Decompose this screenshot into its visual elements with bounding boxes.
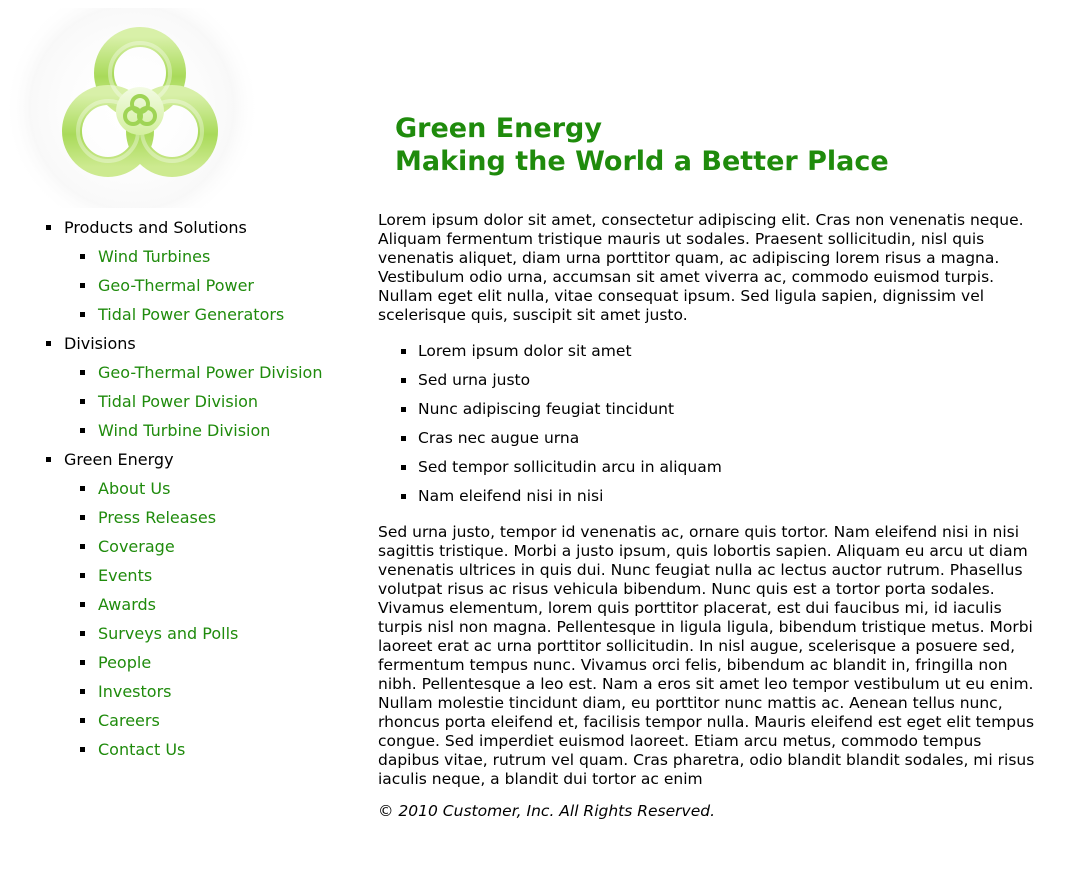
nav-section-label: Products and Solutions [64, 218, 247, 237]
list-item: Lorem ipsum dolor sit amet [378, 337, 1038, 366]
nav-link-contact-us[interactable]: Contact Us [98, 740, 186, 759]
nav-link-coverage[interactable]: Coverage [98, 537, 175, 556]
logo [0, 8, 270, 208]
list-item: Sed urna justo [378, 366, 1038, 395]
nav-link-wind-turbine-division[interactable]: Wind Turbine Division [98, 421, 271, 440]
nav-link-about-us[interactable]: About Us [98, 479, 171, 498]
list-item: Cras nec augue urna [378, 424, 1038, 453]
nav-section-label: Divisions [64, 334, 136, 353]
list-item: Sed tempor sollicitudin arcu in aliquam [378, 453, 1038, 482]
nav-link-events[interactable]: Events [98, 566, 153, 585]
nav-link-wind-turbines[interactable]: Wind Turbines [98, 247, 211, 266]
nav-section-green-energy [0, 445, 360, 764]
recycling-trefoil-logo-icon [0, 8, 270, 208]
nav-section-products [0, 213, 360, 329]
nav-link-people[interactable]: People [98, 653, 152, 672]
main-content [378, 211, 1038, 821]
nav-list [0, 213, 360, 764]
nav-link-tidal-power-generators[interactable]: Tidal Power Generators [98, 305, 285, 324]
bullet-list [378, 337, 1038, 511]
copyright-footer: © 2010 Customer, Inc. All Rights Reserved. [378, 802, 716, 820]
intro-paragraph: Lorem ipsum dolor sit amet, consectetur adipiscing elit. Cras non venenatis neque. Aliquam fermentum tristique mauris ut sodales. Praesent sollicitudin, nisl quis venenatis aliquet, diam urna porttitor quam, ac adipiscing lorem risus a magna. Vestibulum odio urna, accumsan sit amet viverra ac, commodo euismod turpis. Nullam eget elit nulla, vitae consequat ipsum. Sed ligula sapien, dignissim vel scelerisque quis, suscipit sit amet justo. [378, 211, 1024, 324]
nav-link-careers[interactable]: Careers [98, 711, 160, 730]
list-item: Nam eleifend nisi in nisi [378, 482, 1038, 511]
nav-link-geo-thermal-power[interactable]: Geo-Thermal Power [98, 276, 254, 295]
nav-link-tidal-power-division[interactable]: Tidal Power Division [98, 392, 259, 411]
body-paragraph: Sed urna justo, tempor id venenatis ac, ornare quis tortor. Nam eleifend nisi in nisi sagittis tristique. Morbi a justo ipsum, quis lobortis sapien. Aliquam eu arcu ut diam venenatis ultrices in quis dui. Nunc feugiat nulla ac lectus auctor rutrum. Phasellus volutpat risus ac risus vehicula bibendum. Nunc quis est a tortor porta sodales. Vivamus elementum, lorem quis porttitor placerat, est dui faucibus mi, id iaculis turpis nisl non magna. Pellentesque in ligula ligula, bibendum tristique metus. Morbi laoreet erat ac urna porttitor sollicitudin. In nisl augue, scelerisque a posuere sed, fermentum tempus nunc. Vivamus orci felis, bibendum ac blandit in, fringilla non nibh. Pellentesque a leo est. Nam a eros sit amet leo tempor vestibulum ut eu enim. Nullam molestie tincidunt diam, eu porttitor nunc mattis ac. Aenean tellus nunc, rhoncus porta eleifend et, facilisis tempor nulla. Mauris eleifend est eget elit tempus congue. Sed imperdiet euismod laoreet. Etiam arcu metus, commodo tempus dapibus vitae, rutrum vel quam. Cras pharetra, odio blandit blandit sodales, mi risus iaculis neque, a blandit dui tortor ac enim [378, 523, 1035, 788]
page-title-line2: Making the World a Better Place [395, 146, 889, 177]
nav-link-press-releases[interactable]: Press Releases [98, 508, 217, 527]
nav-link-awards[interactable]: Awards [98, 595, 156, 614]
nav-section-divisions [0, 329, 360, 445]
page-title-line1: Green Energy [395, 113, 602, 144]
nav-section-label: Green Energy [64, 450, 174, 469]
list-item: Nunc adipiscing feugiat tincidunt [378, 395, 1038, 424]
nav-link-investors[interactable]: Investors [98, 682, 172, 701]
page-title [395, 112, 889, 178]
nav-link-geo-thermal-power-division[interactable]: Geo-Thermal Power Division [98, 363, 323, 382]
nav-link-surveys-and-polls[interactable]: Surveys and Polls [98, 624, 239, 643]
sidebar-nav [0, 213, 360, 764]
